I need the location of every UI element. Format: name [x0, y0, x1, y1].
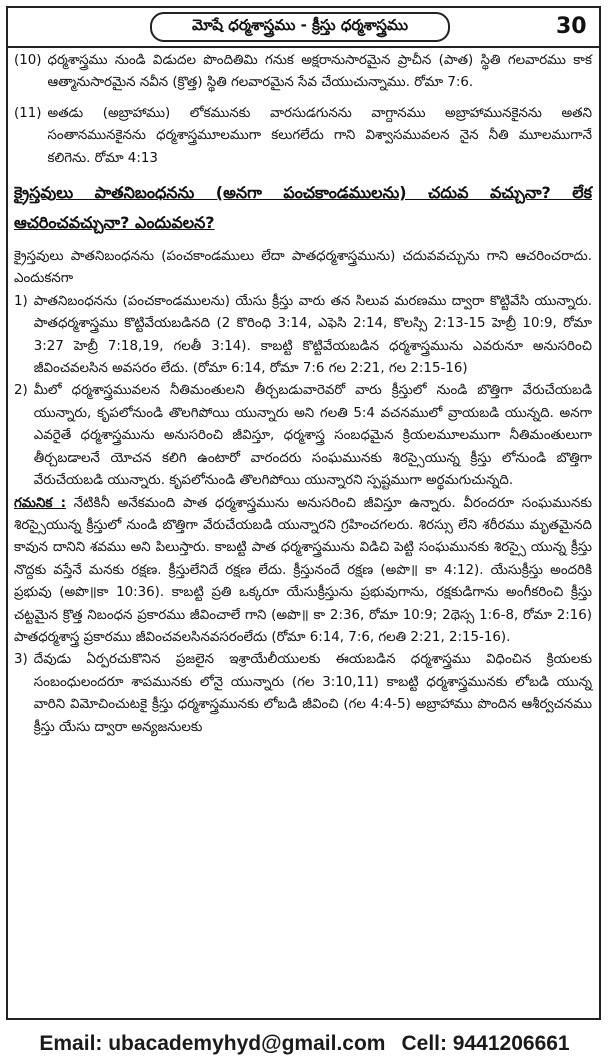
page-body [14, 50, 592, 739]
point-item-3 [14, 649, 592, 739]
point-text: దేవుడు ఏర్పరచుకొనిన ప్రజలైన ఇశ్రాయేలీయులకు ఈయబడిన ధర్మశాస్త్రము విధించిన క్రియలకు సంబంధులందరూ శాపమునకు లోనై యున్నారు (గల 3:10,11) కాబట్టి ధర్మశాస్త్రమునకు లోబడి యున్న వారిని విమోచించుటకై క్రీస్తు ధర్మశాస్త్రమునకు లోబడి జీవించి (గల 4:4-5) అబ్రాహాము పొందిన ఆశీర్వచనము క్రీస్తు యేసు ద్వారా అన్యజనులకు [33, 652, 592, 735]
point-text: పాతనిబంధనను (పంచకాండములను) యేసు క్రీస్తు వారు తన సిలువ మరణము ద్వారా కొట్టివేసి యున్నారు. పాతధర్మశాస్త్రము కొట్టివేయబడినది (2 కొరింధి 3:14, ఎఫెసి 2:14, కొలస్సి 2:13-15 హెబ్రీ 10:9, రోమా 3:27 హెబ్రీ 7:18,19, గలతీ 3:14). కాబట్టి కొట్టివేయబడిన ధర్మశాస్త్రమును ఎవరునూ అనుసరించి జీవించవలసిన అవసరం లేదు. (రోమా 6:14, రోమా 7:6 గల 2:21, గల 2:15-16) [33, 293, 592, 377]
point-text: మీలో ధర్మశాస్త్రమువలన నీతిమంతులని తీర్చబడువారెవరో వారు క్రీస్తులో నుండి బొత్తిగా వేరుచేయబడి యున్నారు, కృపలోనుండి తొలగిపోయి యున్నారు అని గలతి 5:4 వచనములో వ్రాయబడి యున్నది. అనగా ఎవరైతే ధర్మశాస్త్రమును అనుసరించి జీవిస్తూ, ధర్మశాస్త్ర సంబధమైన క్రియలమూలముగా నీతిమంతులుగా తీర్చబడాలనే యోచన కలిగి ఉంటారో వారందరు సంఘమునకు శిరస్సైయున్న క్రీస్తు లోనుండి బొత్తిగా వేరుచేయబడి యున్నారు. కృపలోనుండి తొలగిపోయి యున్నారని స్పష్టముగా అర్థమగుచున్నది. [33, 383, 592, 489]
point-number: 1) [14, 293, 28, 309]
footer-cell: Cell: 9441206661 [401, 1032, 570, 1055]
header-divider [6, 46, 601, 48]
page-header-title [150, 12, 450, 42]
point-number: 2) [14, 383, 28, 399]
point-item-2 [14, 380, 592, 492]
verse-item-11 [14, 103, 592, 170]
verse-text: ధర్మశాస్త్రము నుండి విడుదల పొందితిమి గనుక అక్షరానుసారమైన ప్రాచీన (పాత) స్థితి గలవారము కాక ఆత్మానుసారమైన నవీన (క్రొత్త) స్థితి గలవారమైన సేవ చేయుచున్నాము. రోమా 7:6. [47, 53, 592, 91]
contact-footer [0, 1024, 609, 1064]
header-title-text: మోషే ధర్మశాస్త్రము - క్రీస్తు ధర్మశాస్త్రము [191, 16, 409, 34]
point-number: 3) [14, 652, 28, 668]
verse-number: (11) [14, 105, 42, 121]
page-number: 30 [556, 14, 587, 39]
footer-email: Email: ubacademyhyd@gmail.com [39, 1032, 386, 1055]
note-paragraph [14, 493, 592, 650]
section-heading: క్రైస్తవులు పాతనిబంధనను (అనగా పంచకాండములను) చదువ వచ్చునా? లేక ఆచరించవచ్చునా? ఎందువలన? [14, 183, 592, 233]
verse-item-10 [14, 50, 592, 95]
note-text: నేటికినీ అనేకమంది పాత ధర్మశాస్త్రమును అనుసరించి జీవిస్తూ ఉన్నారు. వీరందరూ సంఘమునకు శిరస్సైయున్న క్రీస్తులో నుండి బొత్తిగా వేరుచేయబడి యున్నారని గ్రహించగలరు. శిరస్సు లేని శరీరము మృతమైనది కావున దానిని శవము అని పిలుస్తారు. కాబట్టి పాత ధర్మశాస్త్రమును విడిచి పెట్టి సంఘమునకు శిరస్సై యున్న క్రీస్తు నొద్దకు వస్తేనే మనకు రక్షణ. క్రీస్తులేనిదే రక్షణ లేదు. క్రీస్తునందే రక్షణ (అపొ॥ కా 4:12). యేసుక్రీస్తు అందరికి ప్రభువు (అపొ॥కా 10:36). కాబట్టి ప్రతి ఒక్కరూ యేసుక్రీస్తును ప్రభువుగాను, రక్షకుడిగాను అంగీకరించి క్రీస్తు చట్టమైన క్రొత్త నిబంధన ప్రకారము జీవించాలే గాని (అపొ॥ కా 2:36, రోమా 10:9; 2థెస్స 1:6-8, రోమా 2:16) పాతధర్మశాస్త్ర ప్రకారము జీవించవలసినవసరంలేదు (రోమా 6:14, 7:6, గలతి 2:21, 2:15-16). [14, 495, 592, 645]
verse-number: (10) [14, 53, 42, 68]
intro-paragraph: క్రైస్తవులు పాతనిబంధనను (పంచకాండములు లేదా పాతధర్మశాస్త్రమును) చదువవచ్చును గాని ఆచరించరాదు. ఎందుకనగా [14, 249, 592, 287]
verse-text: అతడు (అబ్రాహాము) లోకమునకు వారసుడగునను వాగ్దానము అబ్రాహామునకైనను అతని సంతానమునకైనను ధర్మశాస్త్రమూలముగా కలుగలేదు గాని విశ్వాసమువలన నైన నీతి మూలముగానే కలిగెను. రోమా 4:13 [47, 105, 592, 166]
note-label: గమనిక : [14, 495, 66, 511]
point-item-1 [14, 291, 592, 381]
